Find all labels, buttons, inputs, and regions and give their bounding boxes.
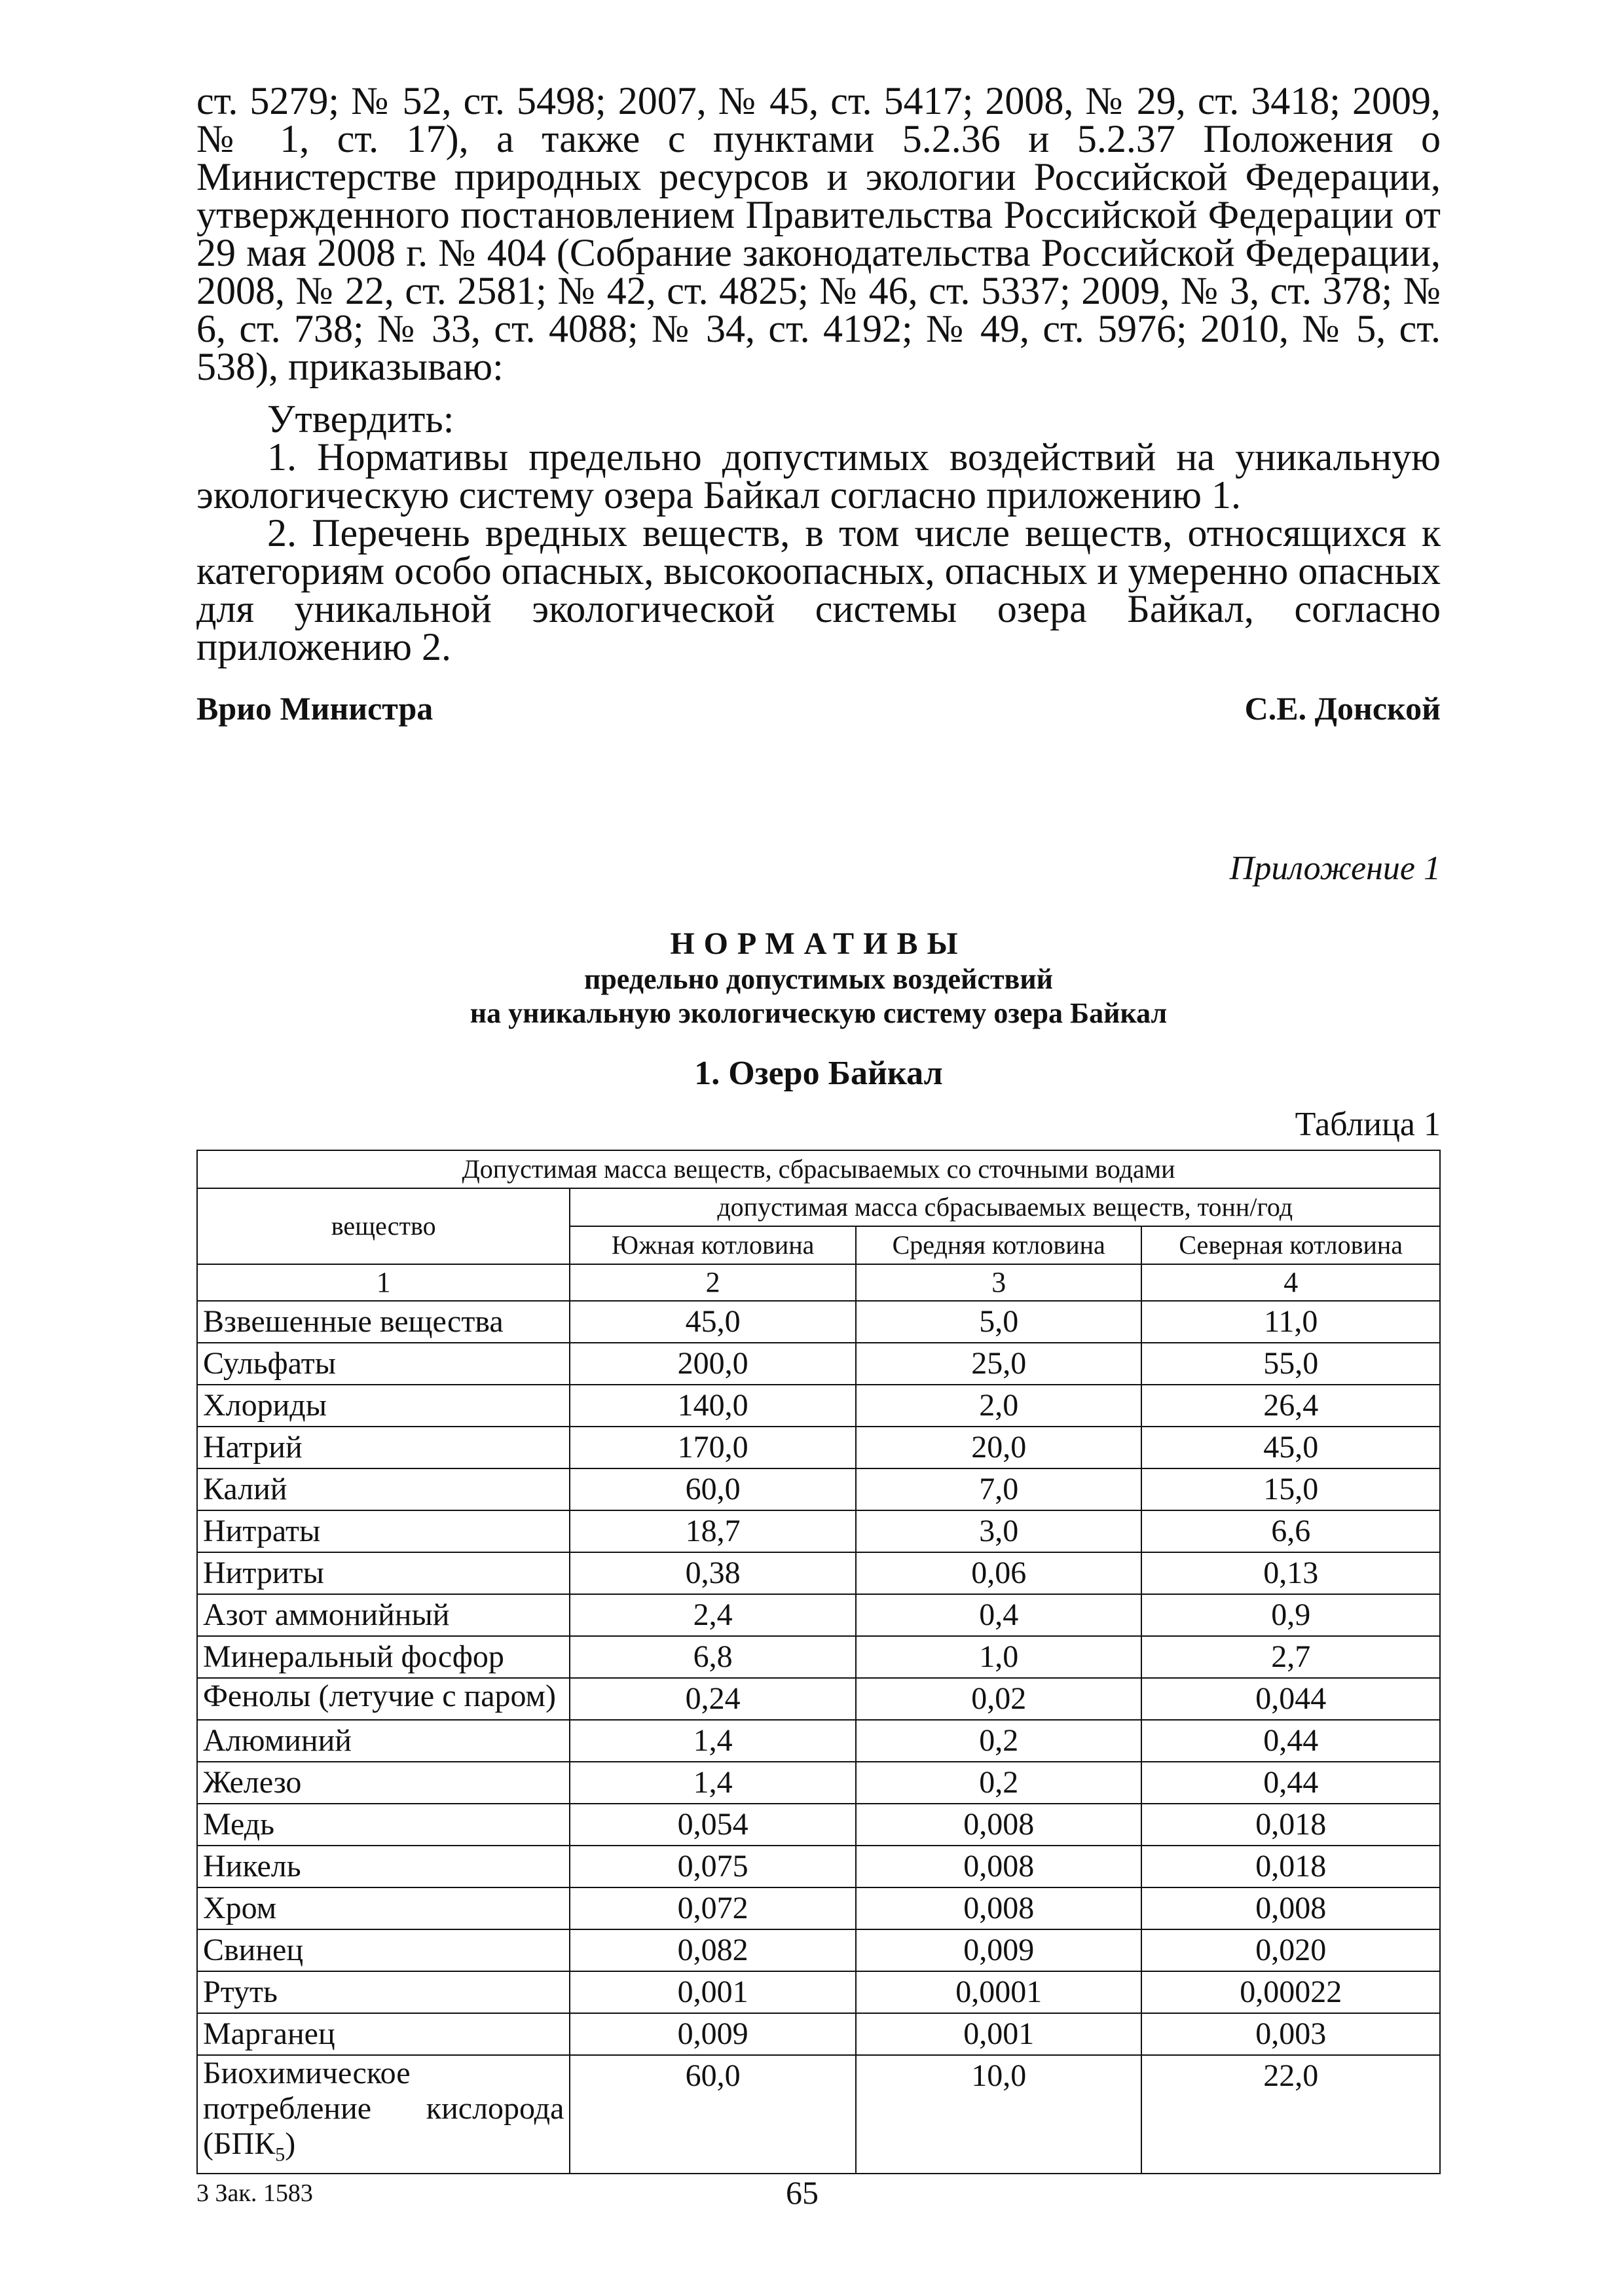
substance-name: Нитриты xyxy=(197,1552,570,1594)
value-south: 200,0 xyxy=(570,1343,856,1385)
column-number: 3 xyxy=(856,1264,1142,1301)
value-middle: 2,0 xyxy=(856,1385,1142,1427)
substance-name: Натрий xyxy=(197,1427,570,1468)
value-south: 1,4 xyxy=(570,1720,856,1762)
value-south: 170,0 xyxy=(570,1427,856,1468)
item-1: 1. Нормативы предельно допустимых воздействий на уникальную экологическую систему озера Байкал согласно приложению 1. xyxy=(196,435,1441,517)
table-row xyxy=(197,1720,1440,1762)
table-row xyxy=(197,1804,1440,1846)
document-page xyxy=(196,79,1441,2174)
substance-name: Взвешенные вещества xyxy=(197,1301,570,1343)
value-north: 0,00022 xyxy=(1141,1971,1440,2013)
value-north: 0,020 xyxy=(1141,1929,1440,1971)
table-row xyxy=(197,2013,1440,2055)
value-south: 0,24 xyxy=(570,1678,856,1720)
value-south: 0,075 xyxy=(570,1846,856,1887)
table-row xyxy=(197,1929,1440,1971)
table-row xyxy=(197,1343,1440,1385)
value-north: 0,44 xyxy=(1141,1720,1440,1762)
signature-name: С.Е. Донской xyxy=(1244,690,1441,727)
intro-paragraph: ст. 5279; № 52, ст. 5498; 2007, № 45, ст. 5417; 2008, № 29, ст. 3418; 2009, № 1, ст. 17), а также с пунктами 5.2.36 и 5.2.37 Положения о Министерстве природных ресурсов и экологии Российской Федерации, утвержденного постановлением Правительства Российской Федерации от 29 мая 2008 г. № 404 (Собрание законодательства Российской Федерации, 2008, № 22, ст. 2581; № 42, ст. 4825; № 46, ст. 5337; 2009, № 3, ст. 378; № 6, ст. 738; № 33, ст. 4088; № 34, ст. 4192; № 49, ст. 5976; 2010, № 5, ст. 538), приказываю: xyxy=(196,79,1441,388)
substance-name: Фенолы (летучие с паром) xyxy=(197,1678,570,1720)
approve-line: Утвердить: xyxy=(267,397,454,441)
substance-name: Биохимическое потребление кислорода $(БПК_5)$ xyxy=(197,2055,570,2174)
header-south: Южная котловина xyxy=(570,1226,856,1264)
value-north: 22,0 xyxy=(1141,2055,1440,2174)
table-row xyxy=(197,1427,1440,1468)
value-middle: 0,2 xyxy=(856,1762,1142,1804)
value-middle: 0,06 xyxy=(856,1552,1142,1594)
value-middle: 0,008 xyxy=(856,1887,1142,1929)
value-south: 1,4 xyxy=(570,1762,856,1804)
substance-name: Медь xyxy=(197,1804,570,1846)
document-title: НОРМАТИВЫ xyxy=(670,926,967,961)
substance-name: Железо xyxy=(197,1762,570,1804)
document-subtitle-1: предельно допустимых воздействий xyxy=(583,963,1054,995)
section-title: 1. Озеро Байкал xyxy=(694,1055,943,1092)
value-middle: 0,0001 xyxy=(856,1971,1142,2013)
value-north: 0,018 xyxy=(1141,1846,1440,1887)
value-north: 11,0 xyxy=(1141,1301,1440,1343)
value-south: 18,7 xyxy=(570,1510,856,1552)
table-row xyxy=(197,1510,1440,1552)
value-middle: 0,02 xyxy=(856,1678,1142,1720)
value-middle: 0,001 xyxy=(856,2013,1142,2055)
value-north: 0,008 xyxy=(1141,1887,1440,1929)
header-middle: Средняя котловина xyxy=(856,1226,1142,1264)
value-south: 60,0 xyxy=(570,1468,856,1510)
value-middle: 1,0 xyxy=(856,1636,1142,1678)
header-substance: вещество xyxy=(197,1188,570,1264)
substance-name: Хлориды xyxy=(197,1385,570,1427)
value-south: 0,072 xyxy=(570,1887,856,1929)
substance-name: Азот аммонийный xyxy=(197,1594,570,1636)
value-north: 0,9 xyxy=(1141,1594,1440,1636)
substance-name: Калий xyxy=(197,1468,570,1510)
value-middle: 0,2 xyxy=(856,1720,1142,1762)
value-north: 0,044 xyxy=(1141,1678,1440,1720)
column-number: 4 xyxy=(1141,1264,1440,1301)
table-row xyxy=(197,1846,1440,1887)
value-north: 0,13 xyxy=(1141,1552,1440,1594)
column-number: 1 xyxy=(197,1264,570,1301)
value-south: 140,0 xyxy=(570,1385,856,1427)
value-south: 6,8 xyxy=(570,1636,856,1678)
print-order-number: 3 Зак. 1583 xyxy=(196,2179,313,2207)
value-south: 2,4 xyxy=(570,1594,856,1636)
value-south: 0,001 xyxy=(570,1971,856,2013)
table-row xyxy=(197,1887,1440,1929)
substance-name: Нитраты xyxy=(197,1510,570,1552)
table-row xyxy=(197,1301,1440,1343)
value-middle: 0,4 xyxy=(856,1594,1142,1636)
value-north: 26,4 xyxy=(1141,1385,1440,1427)
value-south: 60,0 xyxy=(570,2055,856,2174)
value-middle: 0,009 xyxy=(856,1929,1142,1971)
substance-name: Алюминий xyxy=(197,1720,570,1762)
value-south: 45,0 xyxy=(570,1301,856,1343)
column-number: 2 xyxy=(570,1264,856,1301)
page-number: 65 xyxy=(786,2174,819,2211)
table-row xyxy=(197,1468,1440,1510)
table-row xyxy=(197,1971,1440,2013)
table-row xyxy=(197,1594,1440,1636)
value-south: 0,009 xyxy=(570,2013,856,2055)
value-north: 0,018 xyxy=(1141,1804,1440,1846)
table-row xyxy=(197,1678,1440,1720)
value-middle: 25,0 xyxy=(856,1343,1142,1385)
table-row xyxy=(197,1762,1440,1804)
substance-name: Сульфаты xyxy=(197,1343,570,1385)
header-group: допустимая масса сбрасываемых веществ, тонн/год xyxy=(570,1188,1440,1226)
appendix-label: Приложение 1 xyxy=(1229,850,1441,887)
table-caption: Допустимая масса веществ, сбрасываемых со сточными водами xyxy=(197,1150,1440,1188)
value-north: 15,0 xyxy=(1141,1468,1440,1510)
value-middle: 10,0 xyxy=(856,2055,1142,2174)
header-north: Северная котловина xyxy=(1141,1226,1440,1264)
substance-name: Никель xyxy=(197,1846,570,1887)
value-north: 55,0 xyxy=(1141,1343,1440,1385)
value-north: 0,003 xyxy=(1141,2013,1440,2055)
value-middle: 20,0 xyxy=(856,1427,1142,1468)
substance-name: Свинец xyxy=(197,1929,570,1971)
page-footer xyxy=(196,2174,1441,2219)
value-north: 6,6 xyxy=(1141,1510,1440,1552)
signature-block xyxy=(196,689,1441,727)
value-middle: 3,0 xyxy=(856,1510,1142,1552)
value-middle: 5,0 xyxy=(856,1301,1142,1343)
value-south: 0,054 xyxy=(570,1804,856,1846)
substance-name: Марганец xyxy=(197,2013,570,2055)
value-south: 0,38 xyxy=(570,1552,856,1594)
value-north: 45,0 xyxy=(1141,1427,1440,1468)
table-label: Таблица 1 xyxy=(1295,1106,1441,1143)
value-north: 2,7 xyxy=(1141,1636,1440,1678)
value-middle: 0,008 xyxy=(856,1804,1142,1846)
table-row xyxy=(197,1552,1440,1594)
value-middle: 7,0 xyxy=(856,1468,1142,1510)
substance-name: Минеральный фосфор xyxy=(197,1636,570,1678)
substance-name: Хром xyxy=(197,1887,570,1929)
value-north: 0,44 xyxy=(1141,1762,1440,1804)
table-row xyxy=(197,1385,1440,1427)
table-row xyxy=(197,1636,1440,1678)
substance-name: Ртуть xyxy=(197,1971,570,2013)
value-south: 0,082 xyxy=(570,1929,856,1971)
signature-position: Врио Министра xyxy=(196,690,434,727)
document-subtitle-2: на уникальную экологическую систему озера Байкал xyxy=(470,997,1168,1029)
norms-table xyxy=(196,1150,1441,2174)
item-2: 2. Перечень вредных веществ, в том числе веществ, относящихся к категориям особо опасных, высокоопасных, опасных и умеренно опасных для уникальной экологической системы озера Байкал, согласно приложению 2. xyxy=(196,511,1441,668)
value-middle: 0,008 xyxy=(856,1846,1142,1887)
